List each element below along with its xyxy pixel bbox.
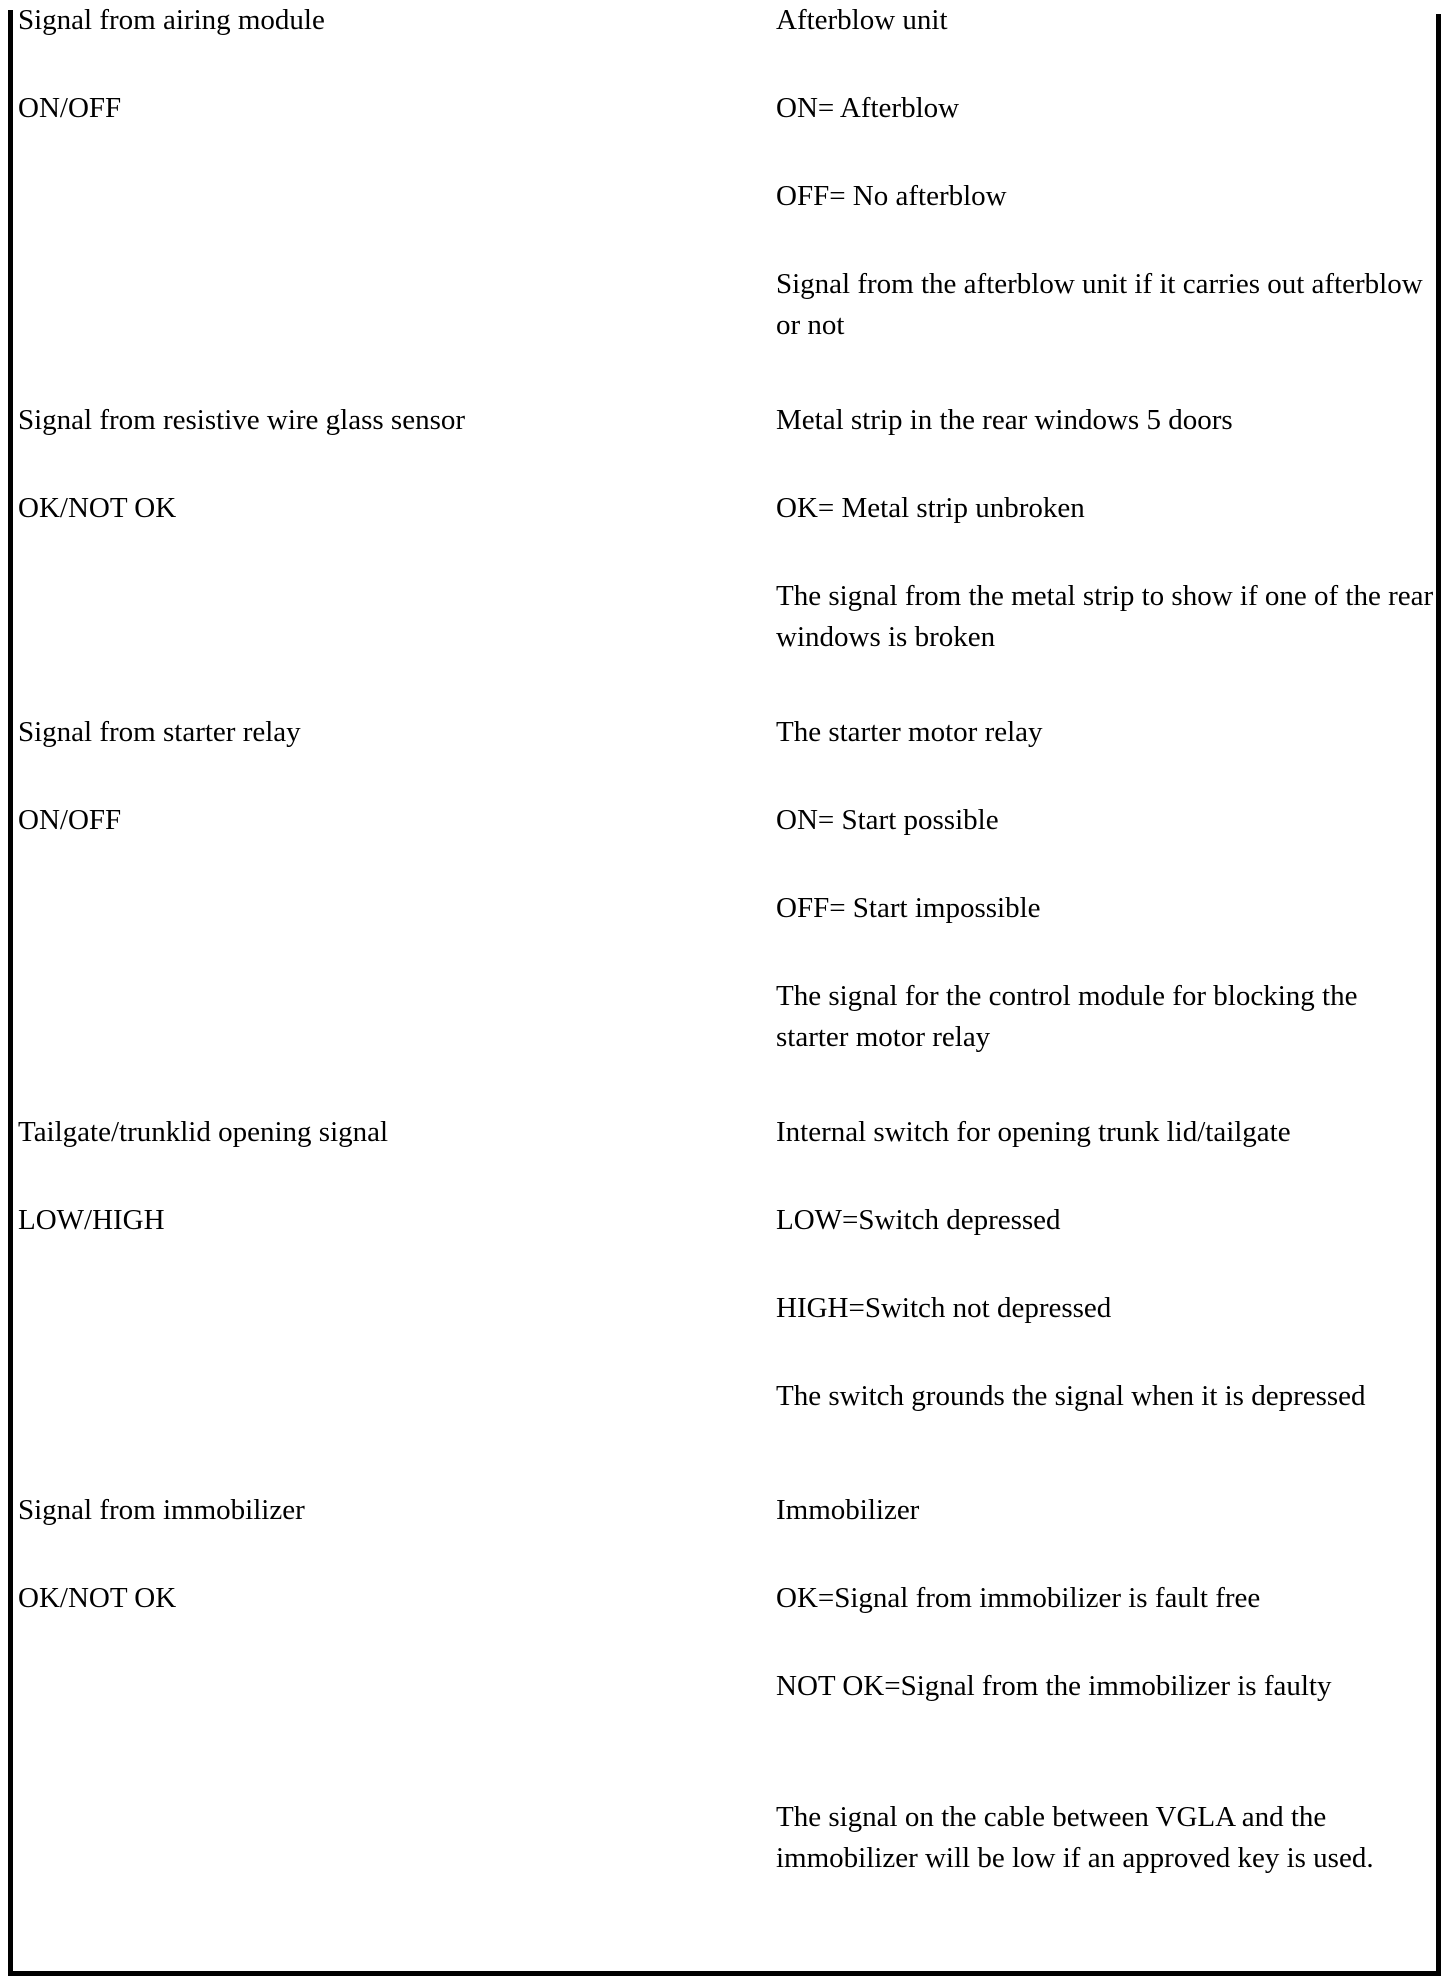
signal-state: OFF= No afterblow bbox=[776, 180, 1007, 212]
signal-values: OK/NOT OK bbox=[18, 1582, 177, 1614]
signal-description: The signal from the metal strip to show if one of the rear windows is broken bbox=[776, 580, 1434, 653]
signal-state: NOT OK=Signal from the immobilizer is faulty bbox=[776, 1670, 1332, 1702]
signal-state: OFF= Start impossible bbox=[776, 892, 1041, 924]
signal-description: The signal on the cable between VGLA and the immobilizer will be low if an approved key is used. bbox=[776, 1801, 1374, 1874]
table-border-left bbox=[8, 10, 13, 1976]
signal-state: HIGH=Switch not depressed bbox=[776, 1292, 1112, 1324]
signal-state: ON= Start possible bbox=[776, 804, 999, 836]
signal-source: The starter motor relay bbox=[776, 716, 1043, 748]
signal-state: LOW=Switch depressed bbox=[776, 1204, 1061, 1236]
signal-description: The switch grounds the signal when it is depressed bbox=[776, 1380, 1366, 1412]
signal-source: Metal strip in the rear windows 5 doors bbox=[776, 404, 1233, 436]
signal-description: The signal for the control module for blocking the starter motor relay bbox=[776, 980, 1358, 1053]
signal-values: OK/NOT OK bbox=[18, 492, 177, 524]
signal-source: Immobilizer bbox=[776, 1494, 920, 1526]
signal-state: ON= Afterblow bbox=[776, 92, 960, 124]
signal-description: Signal from the afterblow unit if it carries out afterblow or not bbox=[776, 268, 1423, 341]
signal-name: Signal from airing module bbox=[18, 4, 325, 36]
signal-values: ON/OFF bbox=[18, 92, 122, 124]
table-border-right bbox=[1436, 14, 1441, 1976]
signal-values: ON/OFF bbox=[18, 804, 122, 836]
signal-name: Signal from immobilizer bbox=[18, 1494, 305, 1526]
signal-source: Afterblow unit bbox=[776, 4, 948, 36]
signal-source: Internal switch for opening trunk lid/tailgate bbox=[776, 1116, 1291, 1148]
signal-state: OK= Metal strip unbroken bbox=[776, 492, 1085, 524]
signal-name: Tailgate/trunklid opening signal bbox=[18, 1116, 389, 1148]
signal-values: LOW/HIGH bbox=[18, 1204, 165, 1236]
signal-name: Signal from starter relay bbox=[18, 716, 301, 748]
signal-name: Signal from resistive wire glass sensor bbox=[18, 404, 466, 436]
signal-state: OK=Signal from immobilizer is fault free bbox=[776, 1582, 1261, 1614]
table-border-bottom bbox=[8, 1971, 1441, 1976]
